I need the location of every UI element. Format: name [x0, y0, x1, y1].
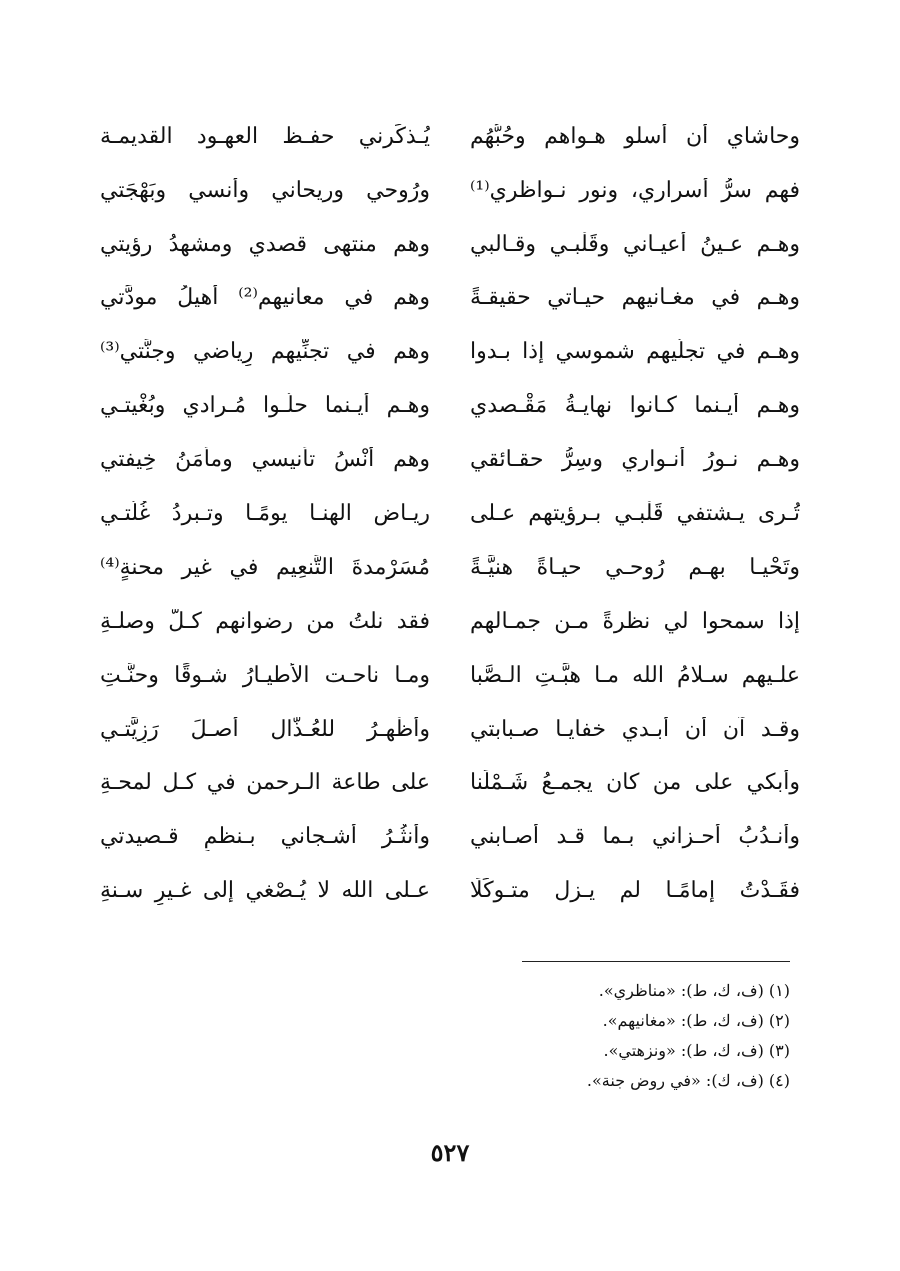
verse	[100, 864, 800, 918]
verse	[100, 110, 800, 164]
verse-second-hemistich: وأنثُـرُ أشـجاني بـنظمِ قـصيدتي	[100, 824, 430, 850]
verse	[100, 541, 800, 595]
verse-first-hemistich: وقـد آن أن أُبـدي خفايـا صـبابتي	[470, 716, 800, 742]
verse-second-hemistich: عـلى الله لا يُـصْغي إلى غـيرِ سـنةِ	[100, 878, 430, 904]
verse-first-hemistich: وتَحْيـا بهـم رُوحـي حيـاةً هنيَّـةً	[470, 554, 800, 580]
verse	[100, 487, 800, 541]
verse-first-hemistich: فهم سرُّ أسراري، ونور نـواظري⁽¹⁾	[470, 177, 800, 203]
verse-second-hemistich: وهم في معانيهم⁽²⁾ أُهيلُ مودَّتي	[100, 285, 430, 311]
verse-second-hemistich: فقد نلتُ من رضوانهم كـلَّ وصلـةِ	[100, 608, 430, 634]
verse-first-hemistich: وحاشاي أن أسلو هـواهم وحُبُّهُم	[470, 123, 800, 149]
verse-first-hemistich: وهـم عـينُ أعيـاني وقَلْبـي وقـالبي	[470, 231, 800, 257]
verse-second-hemistich: وهم أُنْسُ تأنيسي ومأمَنُ خِيفتي	[100, 447, 430, 473]
verse-second-hemistich: وهم منتهى قصدي ومشهدُ رؤيتي	[100, 231, 430, 257]
verse-second-hemistich: وهـم أيـنما حلُّـوا مُـرادي وبُغْيتـي	[100, 393, 430, 419]
verse	[100, 164, 800, 218]
verse-second-hemistich: على طاعة الـرحمن في كـل لمحـةِ	[100, 770, 430, 796]
footnote-separator	[522, 961, 790, 962]
verse-second-hemistich: وهم في تجنِّيهم رِياضي وجنَّتي⁽³⁾	[100, 339, 430, 365]
verse	[100, 218, 800, 272]
verse-first-hemistich: إذا سمحوا لي نظرةً مـن جمـالهم	[470, 608, 800, 634]
verse-first-hemistich: وهـم نـورُ أنـواري وسِرُّ حقـائقي	[470, 447, 800, 473]
verse-second-hemistich: ومـا ناحـت الأطيـارُ شـوقًا وحنَّـتِ	[100, 662, 430, 688]
verse	[100, 379, 800, 433]
verse-second-hemistich: ريـاض الهنـا يومًـا وتـبردُ غُلَّتـي	[100, 500, 430, 526]
page-number: ٥٢٧	[430, 1138, 470, 1167]
verse	[100, 649, 800, 703]
verse	[100, 595, 800, 649]
verse	[100, 326, 800, 380]
verse-first-hemistich: تُـرى يـشتفي قَلْبـي بـرؤيتهم عـلى	[470, 500, 800, 526]
poem	[100, 110, 800, 918]
verse-second-hemistich: يُـذكِّرني حفـظ العهـود القديمـة	[100, 123, 430, 149]
verse-first-hemistich: وهـم أيـنما كـانوا نهايـةُ مَقْـصدي	[470, 393, 800, 419]
verse	[100, 703, 800, 757]
verse	[100, 757, 800, 811]
verse-second-hemistich: ورُوحي وريحاني وأُنسي وبَهْجَتي	[100, 177, 430, 203]
verse-second-hemistich: مُسَرْمدةَ التَّنعِيم في غير محنةٍ⁽⁴⁾	[100, 554, 430, 580]
verse-first-hemistich: وهـم في تجلّيهم شموسي إذا بـدوا	[470, 339, 800, 365]
verse-second-hemistich: وأُظْهِـرُ للعُـذَّال أصـلَ رَزِيَّتـي	[100, 716, 430, 742]
footnote: (٤) (ف، ك): «في روض جنة».	[586, 1071, 790, 1090]
footnote: (٣) (ف، ك، ط): «ونزهتي».	[603, 1041, 790, 1060]
verse-first-hemistich: وأبكي على من كان يجمـعُ شَـمْلَنا	[470, 770, 800, 796]
verse-first-hemistich: علـيهم سـلامُ الله مـا هبَّـتِ الـصَّبا	[470, 662, 800, 688]
footnote: (٢) (ف، ك، ط): «مغانيهم».	[602, 1011, 790, 1030]
verse	[100, 272, 800, 326]
verse	[100, 433, 800, 487]
footnotes	[370, 976, 790, 1096]
verse-first-hemistich: وأنـدُبُ أحـزاني بـما قـد أصـابني	[470, 824, 800, 850]
footnote: (١) (ف، ك، ط): «مناظري».	[598, 981, 790, 1000]
verse	[100, 811, 800, 865]
verse-first-hemistich: وهـم في مغـانيهم حيـاتي حقيقـةً	[470, 285, 800, 311]
verse-first-hemistich: فقَـدْتُ إمامًـا لم يـزل متـوكِّلًا	[470, 878, 800, 904]
